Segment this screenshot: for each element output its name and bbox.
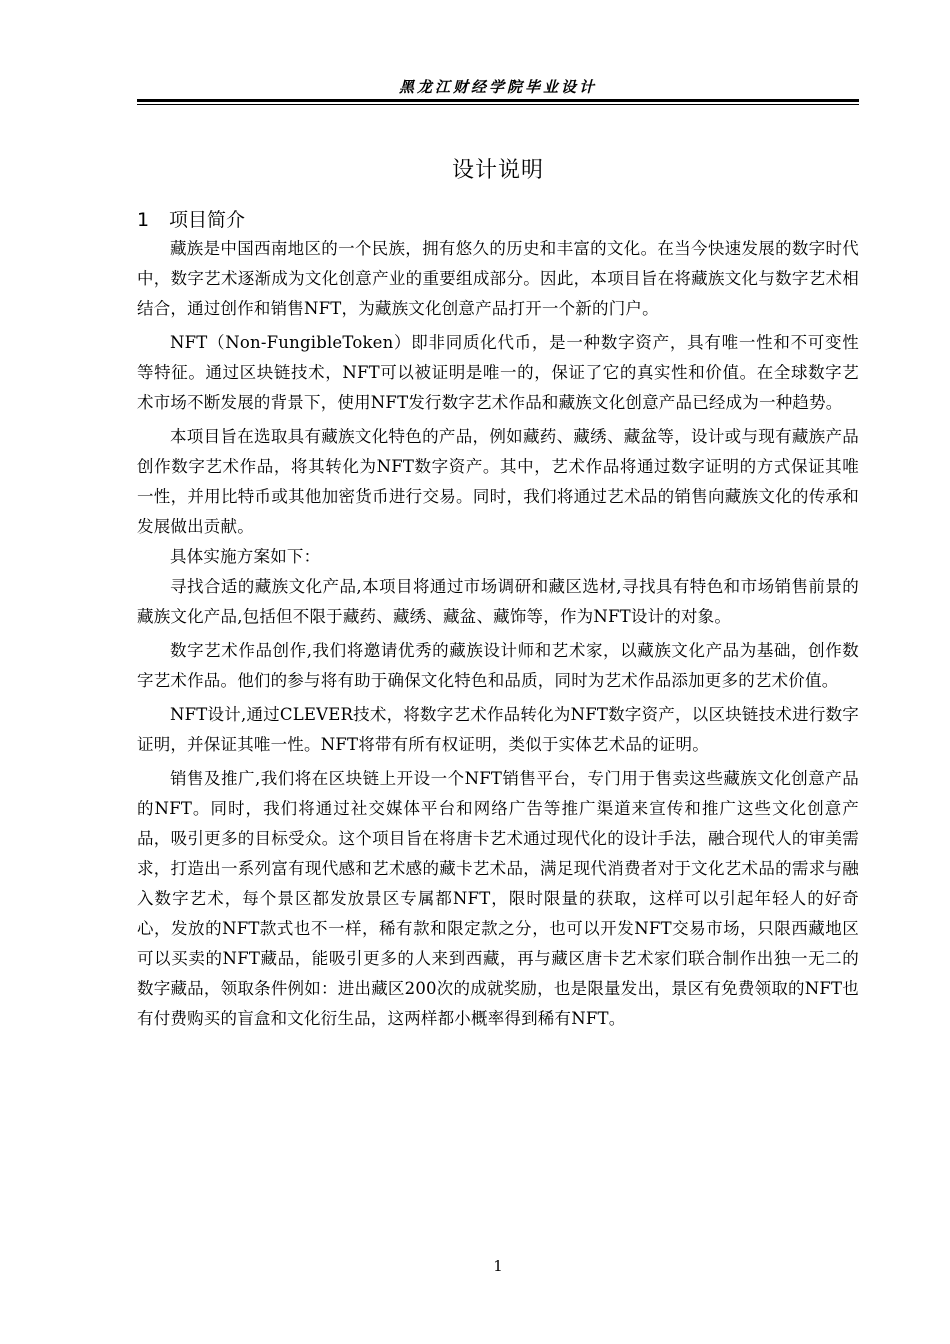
header-rule-thick [137,99,859,102]
paragraph: 寻找合适的藏族文化产品,本项目将通过市场调研和藏区选材,寻找具有特色和市场销售前景的藏族文化产品,包括但不限于藏药、藏绣、藏盆、藏饰等，作为NFT设计的对象。 [137,577,859,626]
section-heading [137,205,859,232]
paragraph: 本项目旨在选取具有藏族文化特色的产品，例如藏药、藏绣、藏盆等，设计或与现有藏族产品创作数字艺术作品，将其转化为NFT数字资产。其中，艺术作品将通过数字证明的方式保证其唯一性，并用比特币或其他加密货币进行交易。同时，我们将通过艺术品的销售向藏族文化的传承和发展做出贡献。 [137,427,859,536]
paragraph: 藏族是中国西南地区的一个民族，拥有悠久的历史和丰富的文化。在当今快速发展的数字时代中，数字艺术逐渐成为文化创意产业的重要组成部分。因此，本项目旨在将藏族文化与数字艺术相结合，通过创作和销售NFT，为藏族文化创意产品打开一个新的门户。 [137,239,859,318]
paragraph: NFT设计,通过CLEVER技术，将数字艺术作品转化为NFT数字资产，以区块链技术进行数字证明，并保证其唯一性。NFT将带有所有权证明，类似于实体艺术品的证明。 [137,705,859,754]
header-rule-thin [137,104,859,105]
page-title: 设计说明 [451,158,544,183]
paragraph: 销售及推广,我们将在区块链上开设一个NFT销售平台，专门用于售卖这些藏族文化创意产品的NFT。同时，我们将通过社交媒体平台和网络广告等推广渠道来宣传和推广这些文化创意产品，吸引更多的目标受众。这个项目旨在将唐卡艺术通过现代化的设计手法，融合现代人的审美需求，打造出一系列富有现代感和艺术感的藏卡艺术品，满足现代消费者对于文化艺术品的需求与融入数字艺术，每个景区都发放景区专属都NFT，限时限量的获取，这样可以引起年轻人的好奇心，发放的NFT款式也不一样，稀有款和限定款之分，也可以开发NFT交易市场，只限西藏地区可以买卖的NFT藏品，能吸引更多的人来到西藏，再与藏区唐卡艺术家们联合制作出独一无二的数字藏品，领取条件例如：进出藏区200次的成就奖励，也是限量发出，景区有免费领取的NFT也有付费购买的盲盒和文化衍生品，这两样都小概率得到稀有NFT。 [137,769,859,1028]
running-header: 黑龙江财经学院毕业设计 [398,78,597,96]
body-text [137,234,859,1034]
section-title: 项目简介 [169,209,246,231]
paragraph: 数字艺术作品创作,我们将邀请优秀的藏族设计师和艺术家，以藏族文化产品为基础，创作数字艺术作品。他们的参与将有助于确保文化特色和品质，同时为艺术作品添加更多的艺术价值。 [137,641,859,690]
paragraph: 具体实施方案如下： [170,547,321,566]
section-number: 1 [137,209,150,231]
paragraph: NFT（Non-FungibleToken）即非同质化代币，是一种数字资产，具有唯一性和不可变性等特征。通过区块链技术，NFT可以被证明是唯一的，保证了它的真实性和价值。在全球数字艺术市场不断发展的背景下，使用NFT发行数字艺术作品和藏族文化创意产品已经成为一种趋势。 [137,333,859,412]
page-number: 1 [493,1257,503,1275]
